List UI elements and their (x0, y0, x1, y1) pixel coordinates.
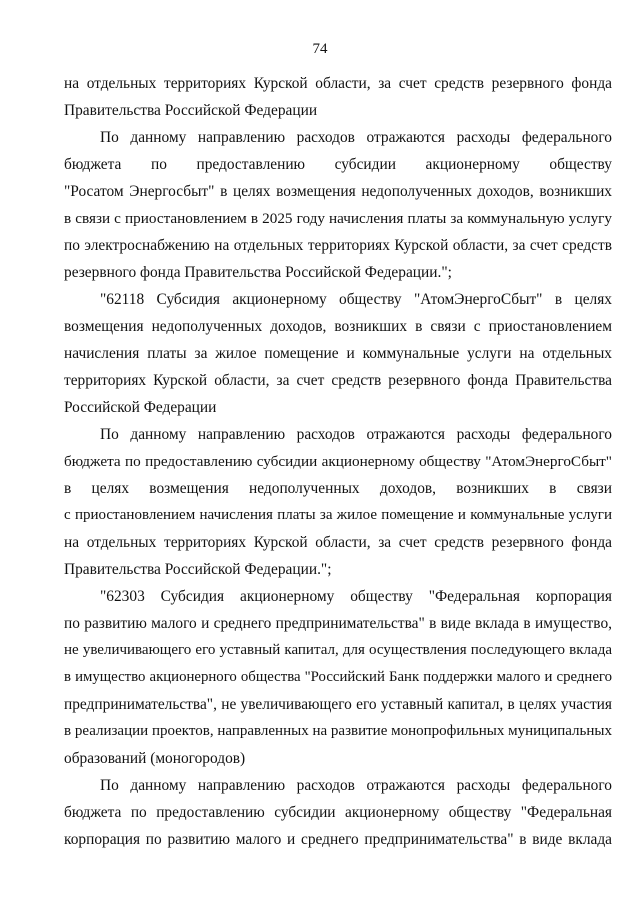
text-line: резервного фонда Правительства Российской Федерации."; (64, 264, 452, 281)
text-line: образований (моногородов) (64, 750, 246, 767)
text-line: Российской Федерации (64, 399, 217, 416)
text-line: По данному направлению расходов отражаются расходы федерального (100, 426, 612, 443)
text-line: в реализации проектов, направленных на развитие монопрофильных муниципальных (64, 723, 612, 739)
text-line: По данному направлению расходов отражаются расходы федерального (100, 129, 612, 146)
text-line: "62118 Субсидия акционерному обществу "АтомЭнергоСбыт" в целях (100, 291, 612, 308)
text-line: предпринимательства", не увеличивающего его уставный капитал, в целях участия (64, 696, 612, 713)
text-line: По данному направлению расходов отражаются расходы федерального (100, 777, 612, 794)
text-line: корпорация по развитию малого и среднего предпринимательства" в виде вклада (64, 831, 612, 848)
text-line: Правительства Российской Федерации (64, 102, 318, 119)
text-line: в связи с приостановлением в 2025 году начисления платы за коммунальную услугу (64, 210, 612, 227)
text-line: в целях возмещения недополученных доходов, возникших в связи (64, 480, 612, 497)
text-line: бюджета по предоставлению субсидии акционерному обществу "АтомЭнергоСбыт" (64, 453, 612, 470)
text-line: возмещения недополученных доходов, возникших в связи с приостановлением (64, 318, 612, 335)
document-body (64, 70, 612, 853)
text-line: на отдельных территориях Курской области, за счет средств резервного фонда (64, 75, 612, 92)
text-line: бюджета по предоставлению субсидии акционерному обществу (64, 156, 612, 173)
text-line: "62303 Субсидия акционерному обществу "Федеральная корпорация (100, 588, 612, 605)
text-line: "Росатом Энергосбыт" в целях возмещения недополученных доходов, возникших (64, 183, 612, 200)
text-line: территориях Курской области, за счет средств резервного фонда Правительства (64, 372, 612, 389)
text-line: по электроснабжению на отдельных территориях Курской области, за счет средств (64, 237, 612, 254)
text-line: по развитию малого и среднего предпринимательства" в виде вклада в имущество, (64, 615, 612, 632)
text-line: Правительства Российской Федерации."; (64, 561, 332, 578)
text-line: в имущество акционерного общества "Российский Банк поддержки малого и среднего (64, 669, 612, 685)
text-line: бюджета по предоставлению субсидии акционерному обществу "Федеральная (64, 804, 612, 821)
text-line: не увеличивающего его уставный капитал, для осуществления последующего вклада (64, 642, 612, 658)
text-line: с приостановлением начисления платы за жилое помещение и коммунальные услуги (64, 507, 612, 523)
text-line: на отдельных территориях Курской области, за счет средств резервного фонда (64, 534, 612, 551)
text-line: начисления платы за жилое помещение и коммунальные услуги на отдельных (64, 345, 612, 362)
page-number: 74 (312, 41, 328, 57)
